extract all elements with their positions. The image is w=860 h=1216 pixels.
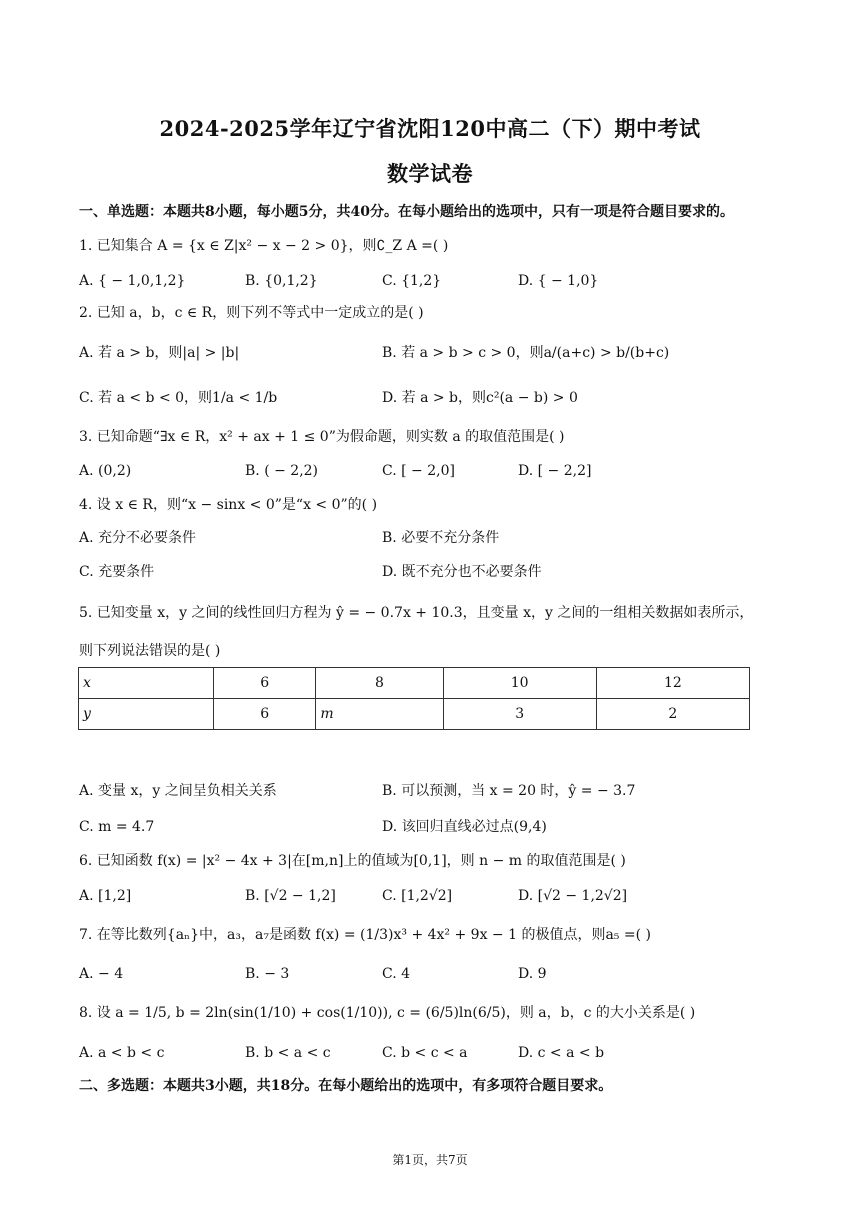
table-cell: 2 bbox=[596, 699, 749, 730]
q5-option-b: B. 可以预测，当 x = 20 时，ŷ = − 3.7 bbox=[382, 783, 636, 799]
q4-option-d: D. 既不充分也不必要条件 bbox=[382, 564, 542, 580]
data-table bbox=[78, 667, 750, 730]
question-5-stem-line-2: 则下列说法错误的是( ) bbox=[79, 643, 221, 659]
q2-option-c: C. 若 a < b < 0，则1/a < 1/b bbox=[79, 390, 278, 406]
question-1-stem: 1. 已知集合 A = {x ∈ Z|x² − x − 2 > 0}，则∁_Z A =( ) bbox=[79, 238, 449, 254]
q4-option-a: A. 充分不必要条件 bbox=[79, 530, 197, 546]
question-4-stem: 4. 设 x ∈ R，则“x − sinx < 0”是“x < 0”的( ) bbox=[79, 497, 378, 513]
q3-option-d: D. [ − 2,2] bbox=[518, 463, 592, 479]
table-row bbox=[79, 668, 750, 699]
q2-option-a: A. 若 a > b，则|a| > |b| bbox=[79, 345, 240, 361]
exam-title: 2024-2025学年辽宁省沈阳120中高二（下）期中考试 bbox=[159, 116, 701, 141]
q2-option-d: D. 若 a > b，则c²(a − b) > 0 bbox=[382, 390, 578, 406]
question-2-stem: 2. 已知 a，b，c ∈ R，则下列不等式中一定成立的是( ) bbox=[79, 305, 424, 321]
q1-option-c: C. {1,2} bbox=[382, 273, 442, 289]
q2-option-b: B. 若 a > b > c > 0，则a/(a+c) > b/(b+c) bbox=[382, 345, 670, 361]
table-cell: 3 bbox=[443, 699, 596, 730]
q3-option-b: B. ( − 2,2) bbox=[245, 463, 319, 479]
q1-option-a: A. { − 1,0,1,2} bbox=[79, 273, 186, 289]
question-5-stem-line-1: 5. 已知变量 x，y 之间的线性回归方程为 ŷ = − 0.7x + 10.3，且变量 x，y 之间的一组相关数据如表所示， bbox=[79, 605, 754, 621]
q8-option-b: B. b < a < c bbox=[245, 1045, 331, 1061]
question-8-stem: 8. 设 a = 1/5, b = 2ln(sin(1/10) + cos(1/10)), c = (6/5)ln(6/5)，则 a，b，c 的大小关系是( ) bbox=[79, 1005, 696, 1021]
section-2-heading: 二、多选题：本题共3小题，共18分。在每小题给出的选项中，有多项符合题目要求。 bbox=[79, 1078, 613, 1094]
table-cell: x bbox=[79, 668, 214, 699]
q5-option-d: D. 该回归直线必过点(9,4) bbox=[382, 819, 547, 835]
q6-option-a: A. [1,2] bbox=[79, 888, 132, 904]
table-cell: 6 bbox=[214, 699, 316, 730]
q3-option-a: A. (0,2) bbox=[79, 463, 132, 479]
q5-option-c: C. m = 4.7 bbox=[79, 819, 155, 835]
exam-subtitle: 数学试卷 bbox=[387, 161, 473, 186]
q8-option-d: D. c < a < b bbox=[518, 1045, 605, 1061]
table-cell: 12 bbox=[596, 668, 749, 699]
q1-option-b: B. {0,1,2} bbox=[245, 273, 318, 289]
table-cell: y bbox=[79, 699, 214, 730]
table-cell: 10 bbox=[443, 668, 596, 699]
section-1-heading: 一、单选题：本题共8小题，每小题5分，共40分。在每小题给出的选项中，只有一项是符合题目要求的。 bbox=[79, 204, 734, 220]
q6-option-d: D. [√2 − 1,2√2] bbox=[518, 888, 628, 904]
table-cell: 6 bbox=[214, 668, 316, 699]
page-footer: 第1页，共7页 bbox=[392, 1153, 468, 1167]
question-3-stem: 3. 已知命题“∃x ∈ R，x² + ax + 1 ≤ 0”为假命题，则实数 a 的取值范围是( ) bbox=[79, 429, 565, 445]
question-6-stem: 6. 已知函数 f(x) = |x² − 4x + 3|在[m,n]上的值域为[0,1]，则 n − m 的取值范围是( ) bbox=[79, 853, 626, 869]
q7-option-d: D. 9 bbox=[518, 966, 547, 982]
table-cell: m bbox=[316, 699, 443, 730]
table-cell: 8 bbox=[316, 668, 443, 699]
q5-option-a: A. 变量 x，y 之间呈负相关关系 bbox=[79, 783, 277, 799]
q7-option-b: B. − 3 bbox=[245, 966, 290, 982]
q8-option-c: C. b < c < a bbox=[382, 1045, 468, 1061]
q8-option-a: A. a < b < c bbox=[79, 1045, 165, 1061]
q7-option-c: C. 4 bbox=[382, 966, 411, 982]
q4-option-b: B. 必要不充分条件 bbox=[382, 530, 500, 546]
q3-option-c: C. [ − 2,0] bbox=[382, 463, 455, 479]
q4-option-c: C. 充要条件 bbox=[79, 564, 155, 580]
q6-option-c: C. [1,2√2] bbox=[382, 888, 453, 904]
q7-option-a: A. − 4 bbox=[79, 966, 124, 982]
q6-option-b: B. [√2 − 1,2] bbox=[245, 888, 336, 904]
question-7-stem: 7. 在等比数列{aₙ}中，a₃，a₇是函数 f(x) = (1/3)x³ + 4x² + 9x − 1 的极值点，则a₅ =( ) bbox=[79, 927, 651, 943]
q1-option-d: D. { − 1,0} bbox=[518, 273, 599, 289]
table-row bbox=[79, 699, 750, 730]
